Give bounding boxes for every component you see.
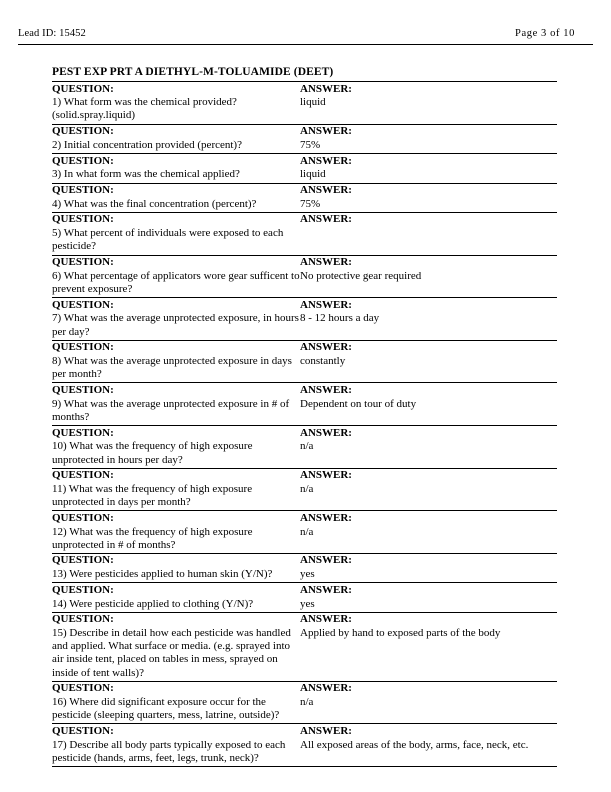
question-text: 10) What was the frequency of high exposure unprotected in hours per day? (52, 440, 253, 466)
answer-text: 75% (300, 197, 321, 210)
table-bottom-rule (52, 766, 557, 767)
table-row (52, 598, 557, 613)
question-label: QUESTION: (52, 724, 114, 737)
answer-text: liquid (300, 168, 326, 181)
table-row (52, 96, 557, 124)
answer-label: ANSWER: (300, 125, 352, 138)
answer-label: ANSWER: (300, 154, 352, 167)
question-label: QUESTION: (52, 469, 114, 482)
question-text: 1) What form was the chemical provided?(solid.spray.liquid) (52, 96, 237, 122)
answer-text-cell (300, 227, 557, 255)
question-text: 9) What was the average unprotected exposure in # of months? (52, 397, 290, 423)
answer-label-cell (300, 383, 557, 398)
question-label-cell (52, 553, 300, 568)
answer-text: 8 - 12 hours a day (300, 312, 380, 325)
table-row (52, 227, 557, 255)
answer-label: ANSWER: (300, 298, 352, 311)
table-row (52, 440, 557, 468)
answer-label-cell (300, 583, 557, 598)
question-label: QUESTION: (52, 125, 114, 138)
answer-text: All exposed areas of the body, arms, face, neck, etc. (300, 738, 529, 751)
question-label-cell (52, 183, 300, 198)
answer-label: ANSWER: (300, 724, 352, 737)
question-text-cell (52, 627, 300, 681)
answer-text: liquid (300, 96, 326, 109)
question-label-cell (52, 255, 300, 270)
table-row (52, 724, 557, 739)
answer-text-cell (300, 483, 557, 511)
question-label: QUESTION: (52, 298, 114, 311)
answer-label-cell (300, 553, 557, 568)
table-row (52, 398, 557, 426)
question-label: QUESTION: (52, 383, 114, 396)
answer-label: ANSWER: (300, 383, 352, 396)
table-row (52, 82, 557, 97)
answer-text-cell (300, 355, 557, 383)
question-label-cell (52, 583, 300, 598)
table-row (52, 198, 557, 213)
answer-text-cell (300, 139, 557, 154)
answer-text-cell (300, 398, 557, 426)
qa-table (52, 81, 557, 766)
question-label-cell (52, 82, 300, 97)
question-label-cell (52, 426, 300, 441)
question-label: QUESTION: (52, 213, 114, 226)
answer-label: ANSWER: (300, 613, 352, 626)
table-row (52, 583, 557, 598)
question-text-cell (52, 198, 300, 213)
question-text: 6) What percentage of applicators wore gear sufficent to prevent exposure? (52, 269, 300, 295)
answer-text-cell (300, 568, 557, 583)
question-label: QUESTION: (52, 682, 114, 695)
answer-text-cell (300, 739, 557, 766)
question-text: 17) Describe all body parts typically exposed to each pesticide (hands, arms, feet, legs, trunk, neck)? (52, 738, 286, 764)
table-row (52, 468, 557, 483)
table-row (52, 255, 557, 270)
question-label: QUESTION: (52, 256, 114, 269)
answer-text-cell (300, 96, 557, 124)
question-text-cell (52, 96, 300, 124)
question-text: 3) In what form was the chemical applied? (52, 168, 240, 181)
answer-text: No protective gear required (300, 269, 422, 282)
lead-id-text: Lead ID: 15452 (18, 28, 86, 39)
question-text: 7) What was the average unprotected exposure, in hours per day? (52, 312, 299, 338)
answer-text: n/a (300, 525, 314, 538)
question-label-cell (52, 154, 300, 169)
question-text-cell (52, 355, 300, 383)
table-row (52, 553, 557, 568)
question-label: QUESTION: (52, 426, 114, 439)
answer-label-cell (300, 82, 557, 97)
question-label-cell (52, 511, 300, 526)
question-text: 14) Were pesticide applied to clothing (Y/N)? (52, 597, 254, 610)
header-divider (18, 44, 593, 45)
answer-label-cell (300, 154, 557, 169)
table-row (52, 212, 557, 227)
question-label: QUESTION: (52, 184, 114, 196)
answer-label-cell (300, 511, 557, 526)
answer-label: ANSWER: (300, 184, 352, 196)
answer-text: Applied by hand to exposed parts of the body (300, 627, 501, 640)
question-label: QUESTION: (52, 341, 114, 354)
question-label-cell (52, 298, 300, 313)
answer-text-cell (300, 198, 557, 213)
document-body (52, 66, 557, 767)
question-label: QUESTION: (52, 82, 114, 95)
question-label-cell (52, 124, 300, 139)
table-row (52, 696, 557, 724)
table-row (52, 355, 557, 383)
answer-text-cell (300, 627, 557, 681)
answer-label: ANSWER: (300, 511, 352, 524)
question-text-cell (52, 227, 300, 255)
answer-label-cell (300, 183, 557, 198)
table-row (52, 154, 557, 169)
answer-label: ANSWER: (300, 469, 352, 482)
answer-label-cell (300, 124, 557, 139)
table-row (52, 383, 557, 398)
answer-label-cell (300, 212, 557, 227)
answer-text-cell (300, 696, 557, 724)
question-label: QUESTION: (52, 554, 114, 567)
answer-label-cell (300, 468, 557, 483)
question-text-cell (52, 139, 300, 154)
answer-text-cell (300, 440, 557, 468)
table-row (52, 340, 557, 355)
question-text-cell (52, 440, 300, 468)
question-label: QUESTION: (52, 511, 114, 524)
question-text-cell (52, 598, 300, 613)
question-label-cell (52, 468, 300, 483)
table-row (52, 526, 557, 554)
table-row (52, 270, 557, 298)
answer-label: ANSWER: (300, 256, 352, 269)
question-text-cell (52, 739, 300, 766)
question-text-cell (52, 312, 300, 340)
answer-label-cell (300, 612, 557, 627)
question-label-cell (52, 383, 300, 398)
question-label-cell (52, 681, 300, 696)
table-row (52, 612, 557, 627)
table-row (52, 124, 557, 139)
question-text: 16) Where did significant exposure occur for the pesticide (sleeping quarters, mess, latrine, outside)? (52, 696, 280, 722)
table-row (52, 426, 557, 441)
answer-text: Dependent on tour of duty (300, 397, 417, 410)
answer-text-cell (300, 270, 557, 298)
question-label-cell (52, 612, 300, 627)
page-number-text: Page 3 of 10 (515, 28, 575, 39)
table-row (52, 298, 557, 313)
question-text-cell (52, 526, 300, 554)
answer-label-cell (300, 724, 557, 739)
answer-label: ANSWER: (300, 213, 352, 226)
question-text-cell (52, 398, 300, 426)
answer-text: constantly (300, 355, 346, 368)
answer-label-cell (300, 426, 557, 441)
question-text: 5) What percent of individuals were exposed to each pesticide? (52, 227, 284, 253)
answer-label: ANSWER: (300, 426, 352, 439)
question-text-cell (52, 483, 300, 511)
answer-label: ANSWER: (300, 682, 352, 695)
answer-label-cell (300, 681, 557, 696)
question-text: 15) Describe in detail how each pesticide was handled and applied. What surface or media. (e.g. sprayed into air inside tent, placed on tables in mess, sprayed on inside of tent walls)? (52, 627, 291, 679)
answer-label: ANSWER: (300, 82, 352, 95)
answer-text: n/a (300, 440, 314, 453)
question-label: QUESTION: (52, 154, 114, 167)
table-row (52, 312, 557, 340)
answer-text-cell (300, 598, 557, 613)
question-text: 12) What was the frequency of high exposure unprotected in # of months? (52, 525, 253, 551)
question-text-cell (52, 696, 300, 724)
answer-text: n/a (300, 696, 314, 709)
question-label: QUESTION: (52, 583, 114, 596)
question-text: 8) What was the average unprotected exposure in days per month? (52, 355, 292, 381)
question-label: QUESTION: (52, 613, 114, 626)
table-row (52, 183, 557, 198)
answer-label: ANSWER: (300, 554, 352, 567)
answer-label-cell (300, 340, 557, 355)
answer-text-cell (300, 168, 557, 183)
answer-text: n/a (300, 482, 314, 495)
table-row (52, 168, 557, 183)
answer-text-cell (300, 312, 557, 340)
answer-text-cell (300, 526, 557, 554)
answer-text: 75% (300, 138, 321, 151)
question-text: 4) What was the final concentration (percent)? (52, 197, 257, 210)
answer-text: yes (300, 597, 315, 610)
question-label-cell (52, 340, 300, 355)
question-text-cell (52, 168, 300, 183)
table-row (52, 627, 557, 681)
table-row (52, 739, 557, 766)
answer-label-cell (300, 255, 557, 270)
page-header (18, 28, 593, 39)
question-text-cell (52, 568, 300, 583)
question-text: 2) Initial concentration provided (percent)? (52, 138, 242, 151)
question-text: 11) What was the frequency of high exposure unprotected in days per month? (52, 482, 253, 509)
question-text-cell (52, 270, 300, 298)
table-row (52, 483, 557, 511)
table-row (52, 681, 557, 696)
table-row (52, 511, 557, 526)
answer-label-cell (300, 298, 557, 313)
page-title: PEST EXP PRT A DIETHYL-M-TOLUAMIDE (DEET) (52, 66, 334, 78)
question-text: 13) Were pesticides applied to human skin (Y/N)? (52, 568, 273, 581)
table-row (52, 139, 557, 154)
question-label-cell (52, 724, 300, 739)
question-label-cell (52, 212, 300, 227)
answer-text: yes (300, 568, 315, 581)
answer-label: ANSWER: (300, 583, 352, 596)
table-row (52, 568, 557, 583)
answer-label: ANSWER: (300, 341, 352, 354)
